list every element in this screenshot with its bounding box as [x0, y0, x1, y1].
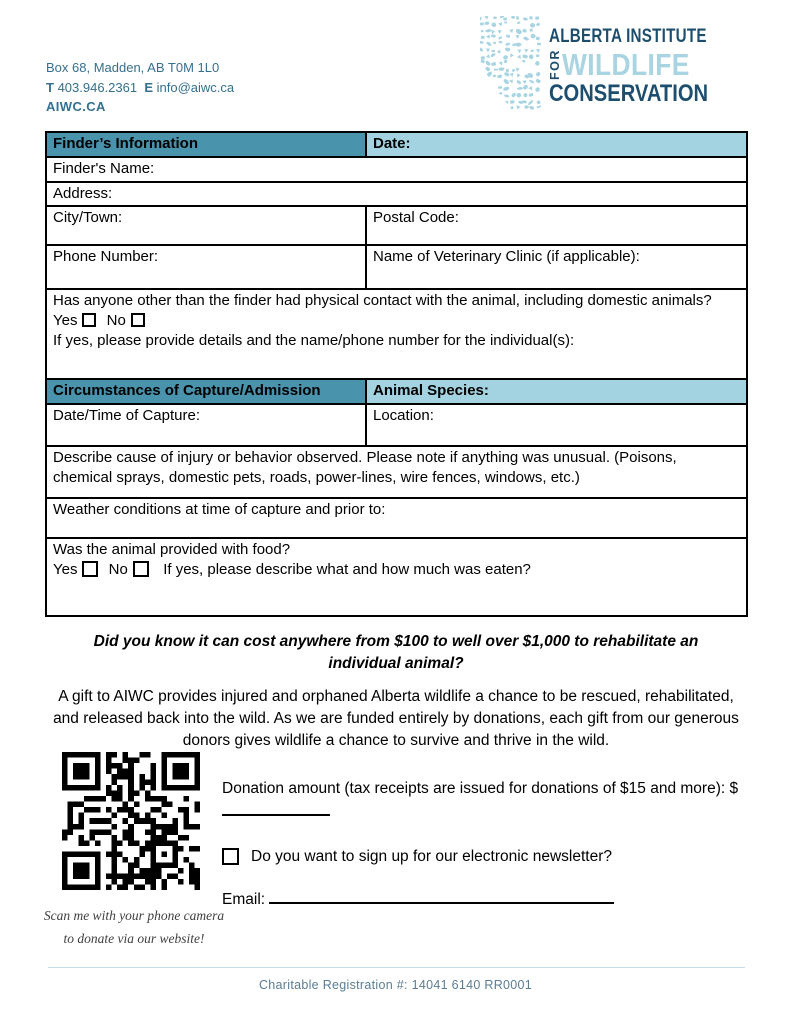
table-row [46, 404, 747, 446]
yes-label: Yes [53, 560, 78, 578]
postal-code-field[interactable]: Postal Code: [366, 206, 747, 245]
newsletter-checkbox[interactable] [222, 848, 239, 865]
food-yes-checkbox[interactable] [82, 561, 98, 577]
section1-title: Finder’s Information [46, 132, 366, 157]
donation-headline: Did you know it can cost anywhere from $100 to well over $1,000 to rehabilitate an individual animal? [93, 633, 699, 673]
email-input[interactable] [269, 891, 614, 904]
phone-number: 403.946.2361 [57, 79, 138, 95]
city-town-field[interactable]: City/Town: [46, 206, 366, 245]
logo-for-vertical: FOR [547, 49, 562, 80]
qr-caption [38, 905, 230, 951]
newsletter-label: Do you want to sign up for our electronic newsletter? [251, 847, 612, 865]
address-field[interactable]: Address: [46, 182, 747, 207]
qr-code-image [62, 752, 200, 890]
donation-fields [222, 777, 747, 911]
contact-block [46, 58, 234, 117]
donation-body-text: A gift to AIWC provides injured and orphaned Alberta wildlife a chance to be rescued, rehabilitated, and released back into the wild. As we are funded entirely by donations, each gift from our generous donors gives wildlife a chance to survive and thrive in the wild. [53, 688, 739, 749]
yes-checkbox[interactable] [82, 313, 96, 327]
table-row [46, 206, 747, 245]
mailing-address: Box 68, Madden, AB T0M 1L0 [46, 60, 220, 75]
no-label: No [108, 560, 128, 578]
logo-line3: CONSERVATION [548, 80, 708, 107]
table-row [46, 245, 747, 289]
donation-amount-label: Donation amount (tax receipts are issued for donations of $15 and more): $ [222, 780, 739, 797]
newsletter-row [222, 845, 747, 868]
food-yes-no-row [53, 560, 740, 580]
charitable-registration: Charitable Registration #: 14041 6140 RR0001 [258, 978, 533, 992]
table-row [46, 182, 747, 207]
vet-clinic-field[interactable]: Name of Veterinary Clinic (if applicable): [366, 245, 747, 289]
section2-header-row [46, 379, 747, 404]
phone-email-line [46, 78, 234, 98]
date-field[interactable]: Date: [366, 132, 747, 157]
logo-line1: ALBERTA INSTITUTE [548, 26, 707, 47]
food-no-checkbox[interactable] [133, 561, 149, 577]
contact-question-cell[interactable] [46, 289, 747, 379]
qr-caption-line2: to donate via our website! [63, 930, 205, 946]
qr-code [62, 752, 200, 890]
contact-details-prompt: If yes, please provide details and the name/phone number for the individual(s): [53, 331, 575, 349]
website-url: AIWC.CA [46, 99, 106, 114]
section1-header-row [46, 132, 747, 157]
food-question-cell[interactable] [46, 538, 747, 616]
email-row [222, 888, 747, 911]
food-question-text: Was the animal provided with food? [53, 541, 291, 559]
contact-yes-no-row [53, 311, 740, 331]
no-label: No [106, 312, 126, 330]
section2-title: Circumstances of Capture/Admission [46, 379, 366, 404]
datetime-capture-field[interactable]: Date/Time of Capture: [46, 404, 366, 446]
table-row [46, 498, 747, 538]
logo-line2: WILDLIFE [562, 47, 691, 82]
email-label: E [144, 79, 154, 95]
donation-amount-row [222, 777, 747, 824]
phone-label: T [46, 79, 54, 95]
aiwc-logo [480, 16, 746, 110]
describe-cause-field[interactable]: Describe cause of injury or behavior observed. Please note if anything was unusual. (Poisons, chemical sprays, domestic pets, roads, power-lines, wire fences, windows, etc.) [46, 446, 747, 498]
animal-species-field[interactable]: Animal Species: [366, 379, 747, 404]
weather-field[interactable]: Weather conditions at time of capture and prior to: [46, 498, 747, 538]
table-row [46, 157, 747, 182]
email-field-label: Email: [222, 890, 266, 908]
email-address: info@aiwc.ca [156, 79, 235, 95]
no-checkbox[interactable] [131, 313, 145, 327]
phone-number-field[interactable]: Phone Number: [46, 245, 366, 289]
qr-caption-line1: Scan me with your phone camera [43, 908, 225, 923]
food-followup-text: If yes, please describe what and how much was eaten? [163, 560, 531, 578]
table-row [46, 446, 747, 498]
table-row [46, 538, 747, 616]
intake-form-table [45, 131, 748, 617]
footer-divider [48, 967, 745, 968]
table-row [46, 289, 747, 379]
contact-question-text: Has anyone other than the finder had physical contact with the animal, including domestic animals? [53, 292, 712, 310]
finders-name-field[interactable]: Finder's Name: [46, 157, 747, 182]
logo-wordmark [549, 16, 746, 107]
location-field[interactable]: Location: [366, 404, 747, 446]
donation-amount-input[interactable] [222, 803, 330, 816]
yes-label: Yes [53, 312, 78, 330]
alberta-wildlife-mosaic-icon [480, 16, 542, 110]
